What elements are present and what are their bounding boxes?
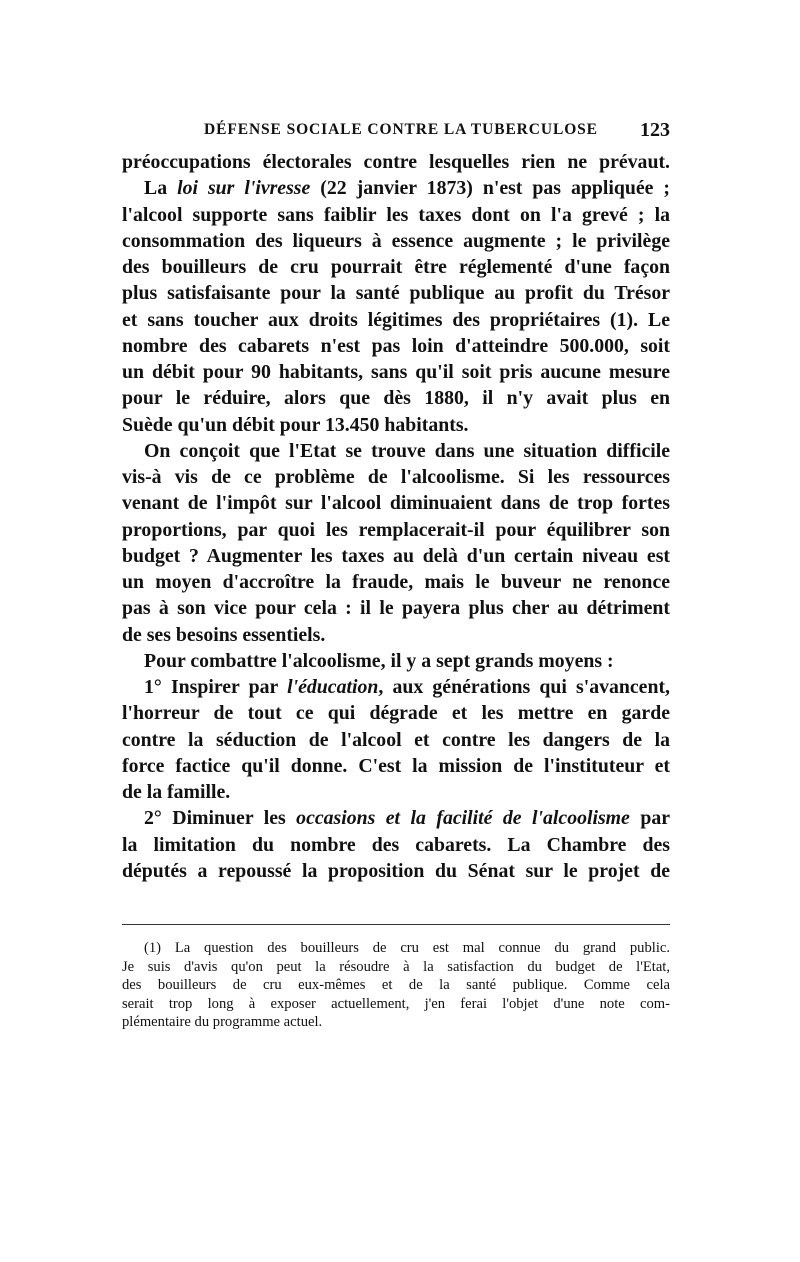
italic-education: l'éducation bbox=[287, 676, 379, 698]
footnote-line: plémentaire du programme actuel. bbox=[122, 1014, 323, 1031]
text-line: venant de l'impôt sur l'alcool diminuaient dans de trop fortes bbox=[122, 492, 670, 515]
text-line: plus satisfaisante pour la santé publique au profit du Trésor bbox=[122, 282, 670, 305]
text-line: La loi sur l'ivresse (22 janvier 1873) n'est pas appliquée ; bbox=[144, 177, 670, 200]
italic-occasions: occasions et la facilité de l'alcoolisme bbox=[296, 807, 630, 830]
text-line: préoccupations électorales contre lesquelles rien ne prévaut. bbox=[122, 151, 670, 173]
footnote-line: Je suis d'avis qu'on peut la résoudre à la satisfaction du budget de l'Etat, bbox=[122, 958, 670, 975]
text-line: pour le réduire, alors que dès 1880, il n'y avait plus en bbox=[122, 387, 670, 410]
text-line: l'alcool supporte sans faiblir les taxes dont on l'a grevé ; la bbox=[122, 203, 670, 226]
text-line: force factice qu'il donne. C'est la mission de l'instituteur et bbox=[122, 754, 670, 777]
text-line: vis-à vis de ce problème de l'alcoolisme. Si les ressources bbox=[122, 466, 670, 488]
text-line: des bouilleurs de cru pourrait être réglementé d'une façon bbox=[122, 256, 670, 278]
text-line: contre la séduction de l'alcool et contre les dangers de la bbox=[122, 728, 670, 751]
footnote-line: serait trop long à exposer actuellement, j'en ferai l'objet d'une note com- bbox=[122, 995, 670, 1012]
text-line: de la famille. bbox=[122, 781, 231, 803]
text-line: et sans toucher aux droits légitimes des propriétaires (1). Le bbox=[122, 308, 670, 331]
text-line: l'horreur de tout ce qui dégrade et les mettre en garde bbox=[122, 702, 670, 725]
text-line: la limitation du nombre des cabarets. La Chambre des bbox=[122, 833, 670, 856]
text-line: nombre des cabarets n'est pas loin d'atteindre 500.000, soit bbox=[122, 334, 670, 357]
text-line: pas à son vice pour cela : il le payera plus cher au détriment bbox=[122, 597, 670, 620]
footnote bbox=[122, 939, 670, 1032]
text-line: un moyen d'accroître la fraude, mais le buveur ne renonce bbox=[122, 571, 670, 593]
text-line: Suède qu'un débit pour 13.450 habitants. bbox=[122, 413, 469, 436]
main-text bbox=[122, 149, 670, 884]
footnote-divider bbox=[122, 924, 670, 925]
text-line: consommation des liqueurs à essence augmente ; le privilège bbox=[122, 229, 670, 252]
page-number: 123 bbox=[640, 119, 670, 141]
text-line: de ses besoins essentiels. bbox=[122, 623, 326, 646]
footnote-line: des bouilleurs de cru eux-mêmes et de la santé publique. Comme cela bbox=[122, 977, 670, 994]
text-line: 2° Diminuer les occasions et la facilité de l'alcoolisme par bbox=[144, 807, 670, 830]
text-line: budget ? Augmenter les taxes au delà d'un certain niveau est bbox=[122, 544, 670, 567]
italic-title-loi: loi sur l'ivresse bbox=[177, 177, 311, 200]
text-line: proportions, par quoi les remplacerait-il pour équilibrer son bbox=[122, 518, 670, 541]
text-line: députés a repoussé la proposition du Sénat sur le projet de bbox=[122, 859, 670, 882]
text-line: Pour combattre l'alcoolisme, il y a sept grands moyens : bbox=[144, 649, 614, 672]
running-head bbox=[122, 119, 670, 141]
text-line: un débit pour 90 habitants, sans qu'il soit pris aucune mesure bbox=[122, 361, 670, 383]
text-line: On conçoit que l'Etat se trouve dans une situation difficile bbox=[144, 439, 670, 462]
running-title: DÉFENSE SOCIALE CONTRE LA TUBERCULOSE bbox=[204, 121, 598, 138]
footnote-line: (1) La question des bouilleurs de cru est mal connue du grand public. bbox=[144, 940, 670, 956]
text-line: 1° Inspirer par l'éducation, aux générations qui s'avancent, bbox=[144, 676, 670, 698]
